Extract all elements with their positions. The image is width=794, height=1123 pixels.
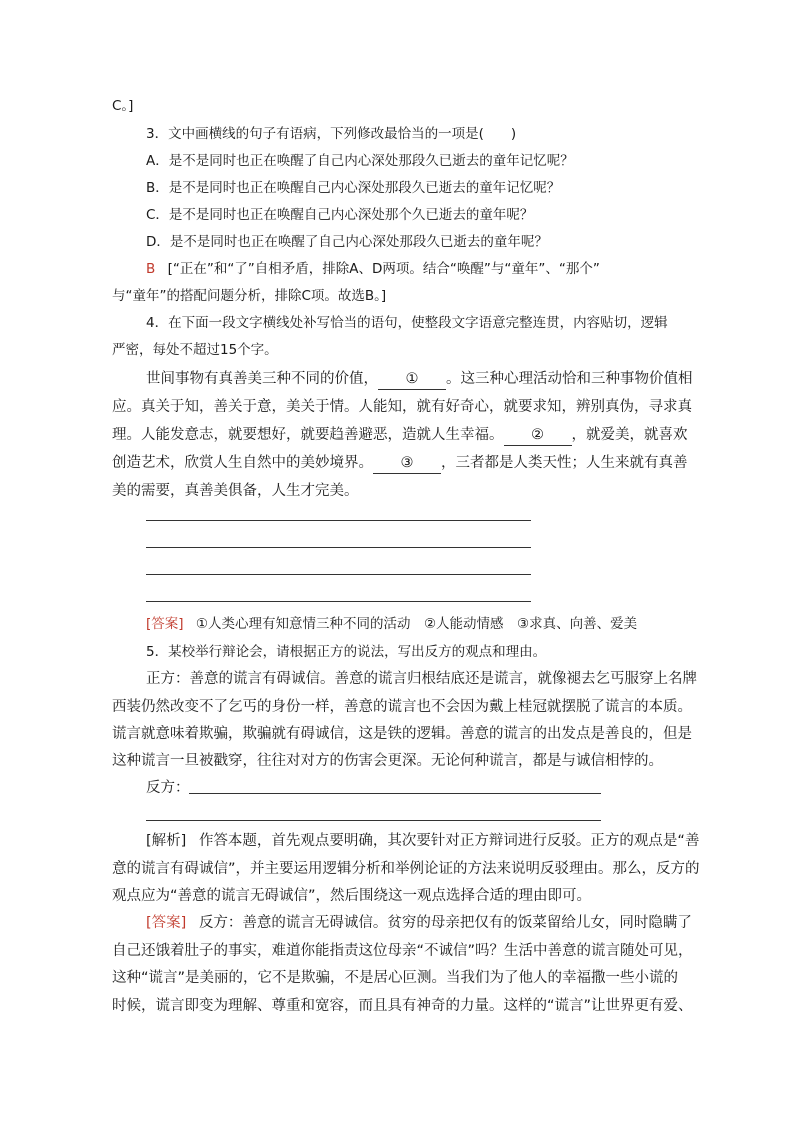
q3-answer-letter: B (146, 261, 156, 277)
q4-passage-line-4: 创造艺术，欣赏人生自然中的美妙境界。 ③ ，三者都是人类天性；人生来就有真善 (112, 453, 688, 474)
q3-option-b: B．是不是同时也正在唤醒自己内心深处那段久已逝去的童年记忆呢？ (146, 180, 561, 196)
analysis-label: [解析] (146, 833, 187, 849)
q3-answer-line-2: 与“童年”的搭配问题分析，排除C项。故选B。] (112, 288, 387, 304)
q3-option-c: C．是不是同时也正在唤醒自己内心深处那个久已逝去的童年呢？ (146, 207, 534, 223)
answer-line[interactable] (146, 820, 601, 821)
q3-option-a: A．是不是同时也正在唤醒了自己内心深处那段久已逝去的童年记忆呢？ (146, 153, 574, 169)
q5-answer-line-3: 这种“谎言”是美丽的，它不是欺骗，不是居心叵测。当我们为了他人的幸福撒一些小谎的 (112, 970, 679, 986)
q5-analysis-line-3: 观点应为“善意的谎言无碍诚信”，然后围绕这一观点选择合适的理由即可。 (112, 888, 592, 904)
q3-option-d: D．是不是同时也正在唤醒了自己内心深处那段久已逝去的童年呢？ (146, 234, 548, 250)
q3-answer-text: [“正在”和“了”自相矛盾，排除A、D两项。结合“唤醒”与“童年”、“那个” (167, 261, 600, 277)
q3-stem: 3．文中画横线的句子有语病，下列修改最恰当的一项是( ) (146, 126, 517, 142)
q5-answer-line-1: [答案] 反方：善意的谎言无碍诚信。贫穷的母亲把仅有的饭菜留给儿女，同时隐瞒了 (146, 915, 692, 931)
q5-analysis-line-2: 意的谎言有碍诚信”，并主要运用逻辑分析和举例论证的方法来说明反驳理由。那么，反方的 (112, 861, 700, 877)
q3-answer-line-1 (146, 259, 600, 279)
q5-answer-line-2: 自己还饿着肚子的事实，难道你能指责这位母亲“不诚信”吗？生活中善意的谎言随处可见， (112, 943, 693, 959)
blank-1[interactable]: ① (378, 369, 446, 390)
answer-label: [答案] (146, 616, 184, 632)
q5-analysis-line-1: [解析] 作答本题，首先观点要明确，其次要针对正方辩词进行反驳。正方的观点是“善 (146, 833, 700, 849)
q4-passage-line-2: 应。真关于知，善关于意，美关于情。人能知，就有好奇心，就要求知，辨别真伪，寻求真 (112, 399, 692, 415)
q2-answer-tail: C。] (112, 98, 134, 114)
answer-line[interactable] (146, 547, 531, 548)
q5-answer-line-4: 时候，谎言即变为理解、尊重和宽容，而且具有神奇的力量。这样的“谎言”让世界更有爱、 (112, 998, 693, 1014)
q4-stem-line-1: 4．在下面一段文字横线处补写恰当的语句，使整段文字语意完整连贯，内容贴切，逻辑 (146, 315, 668, 331)
q4-passage-line-1: 世间事物有真善美三种不同的价值， ① 。这三种心理活动恰和三种事物价值相 (146, 369, 693, 390)
q4-passage-line-3: 理。人能发意志，就要想好，就要趋善避恶，造就人生幸福。 ② ，就爱美，就喜欢 (112, 425, 688, 446)
q4-answer (146, 614, 637, 634)
q5-zhengfang-line-2: 西装仍然改变不了乞丐的身份一样，善意的谎言也不会因为戴上桂冠就摆脱了谎言的本质。 (112, 699, 692, 715)
q5-zhengfang-line-4: 这种谎言一旦被戳穿，往往对对方的伤害会更深。无论何种谎言，都是与诚信相悖的。 (112, 753, 663, 769)
q4-passage-line-5: 美的需要，真善美俱备，人生才完美。 (112, 483, 359, 499)
blank-2[interactable]: ② (504, 425, 572, 446)
answer-line[interactable] (146, 601, 531, 602)
answer-label: [答案] (146, 915, 187, 931)
blank-3[interactable]: ③ (373, 453, 441, 474)
q5-fanfang-label: 反方： (146, 780, 190, 796)
q5-zhengfang-line-1: 正方：善意的谎言有碍诚信。善意的谎言归根结底还是谎言，就像褪去乞丐服穿上名牌 (146, 671, 697, 687)
answer-line[interactable] (189, 793, 601, 794)
q5-zhengfang-line-3: 谎言就意味着欺骗，欺骗就有碍诚信，这是铁的逻辑。善意的谎言的出发点是善良的，但是 (112, 726, 692, 742)
answer-line[interactable] (146, 574, 531, 575)
q4-stem-line-2: 严密，每处不超过15个字。 (112, 342, 278, 358)
q5-stem: 5．某校举行辩论会，请根据正方的说法，写出反方的观点和理由。 (146, 644, 547, 660)
q4-answer-text: ①人类心理有知意情三种不同的活动 ②人能动情感 ③求真、向善、爱美 (195, 616, 638, 632)
answer-line[interactable] (146, 520, 531, 521)
